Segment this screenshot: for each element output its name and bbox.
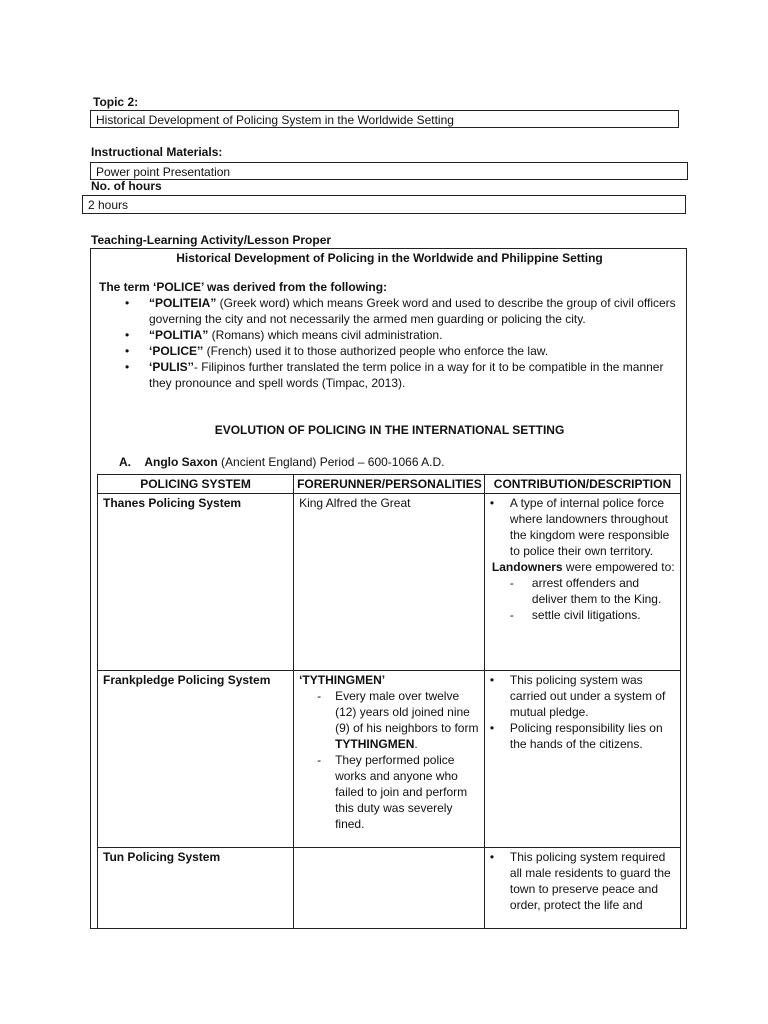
dash-icon: -: [509, 576, 514, 590]
list-item: • A type of internal police force where landowners throughout the kingdom were responsible to police their own territory.: [489, 496, 670, 558]
term-item: [99, 359, 679, 391]
hours-field: 2 hours: [82, 195, 686, 214]
column-header: CONTRIBUTION/DESCRIPTION: [484, 475, 680, 494]
system-cell: Frankpledge Policing System: [98, 671, 294, 848]
system-cell: Thanes Policing System: [98, 494, 294, 671]
term-section: [99, 279, 679, 391]
term-text: (Greek word) which means Greek word and used to describe the group of civil officers governing the city and not necessarily the armed men guarding or policing the city.: [149, 296, 676, 326]
system-cell: Tun Policing System: [98, 848, 294, 930]
term-item: [99, 343, 679, 359]
list-item: • This policing system was carried out under a system of mutual pledge.: [489, 673, 666, 719]
term-name: “POLITEIA”: [149, 296, 217, 310]
forerunner-title: ‘TYTHINGMEN’: [299, 673, 386, 687]
bullet-icon: •: [489, 496, 495, 510]
term-text: (Romans) which means civil administration.: [208, 328, 443, 342]
bullet-icon: •: [125, 328, 130, 342]
forerunner-cell: [294, 848, 485, 930]
table-row: [98, 848, 681, 930]
term-item: [99, 327, 679, 343]
term-heading: The term ‘POLICE’ was derived from the following:: [99, 280, 388, 294]
evolution-heading: EVOLUTION OF POLICING IN THE INTERNATIONAL SETTING: [214, 423, 565, 437]
period-letter: A.: [119, 455, 131, 469]
lesson-title: Historical Development of Policing in the Worldwide and Philippine Setting: [176, 251, 603, 265]
hours-label: No. of hours: [91, 179, 162, 193]
term-text: - Filipinos further translated the term police in a way for it to be compatible in the manner they pronounce and spell words (Timpac, 2013).: [149, 360, 664, 390]
topic-field: Historical Development of Policing System in the Worldwide Setting: [90, 110, 679, 128]
materials-label: Instructional Materials:: [91, 145, 223, 159]
policing-table: [97, 474, 681, 929]
term-name: ‘PULIS’’: [149, 360, 194, 374]
description-cell: [484, 494, 680, 671]
period-heading: [119, 455, 445, 469]
term-text: (French) used it to those authorized people who enforce the law.: [203, 344, 549, 358]
topic-label: Topic 2:: [93, 95, 139, 109]
table-row: [98, 671, 681, 848]
lesson-box: [90, 248, 687, 929]
dash-icon: -: [317, 689, 322, 703]
bullet-icon: •: [489, 673, 495, 687]
list-item: • This policing system required all male residents to guard the town to preserve peace and order, protect the life and: [489, 850, 671, 912]
description-cell: [484, 671, 680, 848]
dash-icon: -: [509, 608, 514, 622]
list-item: • Policing responsibility lies on the hands of the citizens.: [489, 721, 663, 751]
bullet-icon: •: [489, 850, 495, 864]
list-item: - arrest offenders and deliver them to the King.: [509, 576, 662, 606]
period-name: Anglo Saxon: [144, 455, 218, 469]
term-name: ‘POLICE’’: [149, 344, 204, 358]
materials-field: Power point Presentation: [90, 162, 688, 180]
forerunner-cell: [294, 671, 485, 848]
list-item: - settle civil litigations.: [509, 608, 641, 622]
bullet-icon: •: [125, 360, 130, 374]
bullet-icon: •: [489, 721, 495, 735]
forerunner-cell: King Alfred the Great: [294, 494, 485, 671]
description-cell: [484, 848, 680, 930]
table-header-row: [98, 475, 681, 494]
column-header: POLICING SYSTEM: [98, 475, 294, 494]
term-item: [99, 295, 679, 327]
lesson-label: Teaching-Learning Activity/Lesson Proper: [91, 233, 332, 247]
dash-icon: -: [317, 753, 322, 767]
term-name: “POLITIA”: [149, 328, 209, 342]
column-header: FORERUNNER/PERSONALITIES: [294, 475, 485, 494]
bullet-icon: •: [125, 296, 130, 310]
list-item: - They performed police works and anyone who failed to join and perform this duty was severely fined.: [317, 753, 468, 831]
landowners-note: Landowners were empowered to:: [491, 560, 675, 574]
list-item: - Every male over twelve (12) years old joined nine (9) of his neighbors to form TYTHINGMEN.: [317, 689, 479, 751]
bullet-icon: •: [125, 344, 130, 358]
table-row: [98, 494, 681, 671]
period-text: (Ancient England) Period – 600-1066 A.D.: [217, 455, 445, 469]
